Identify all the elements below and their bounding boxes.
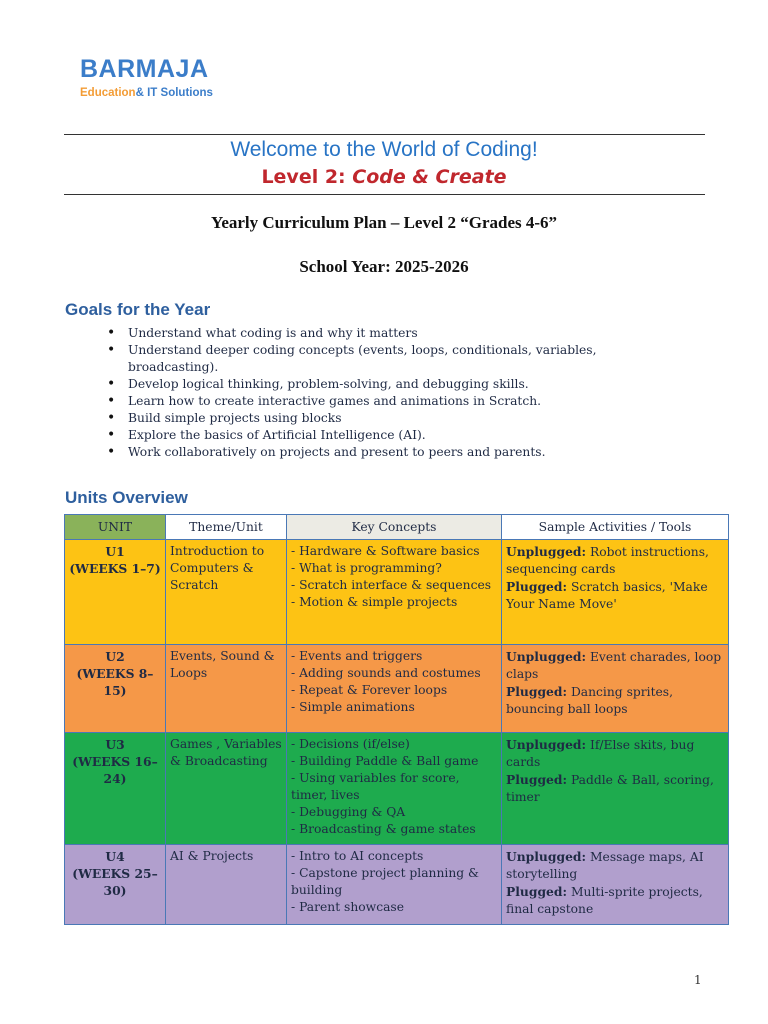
unit-cell [65, 645, 166, 733]
concept-item: - Debugging & QA [291, 805, 406, 819]
activities-cell [502, 540, 729, 645]
table-row [65, 845, 729, 925]
goal-item: • Develop logical thinking, problem-solving, and debugging skills. [107, 376, 667, 393]
concept-item: - Repeat & Forever loops [291, 683, 448, 697]
concept-item: - Parent showcase [291, 900, 405, 914]
logo-tagline-education: Education [80, 87, 136, 99]
unplugged-label: Unplugged: [506, 737, 587, 752]
logo-tagline [80, 87, 213, 99]
theme-cell: Events, Sound & Loops [166, 645, 287, 733]
goal-item: • Understand deeper coding concepts (events, loops, conditionals, variables, broadcasting). [107, 342, 667, 376]
plan-title: Yearly Curriculum Plan – Level 2 “Grades 4-6” [210, 213, 558, 232]
logo-tagline-it: IT Solutions [147, 87, 213, 99]
goal-item: • Understand what coding is and why it matters [107, 325, 667, 342]
unplugged-text: If/Else skits, bug cards [506, 738, 695, 769]
unit-code: U1 [105, 544, 125, 559]
unit-weeks: (WEEKS 25–30) [72, 866, 158, 898]
barmaja-logo [80, 55, 240, 105]
level-heading [0, 166, 768, 188]
unit-cell [65, 733, 166, 845]
level-prefix: Level 2: [261, 166, 353, 188]
unit-cell [65, 540, 166, 645]
theme-cell: AI & Projects [166, 845, 287, 925]
table-row [65, 733, 729, 845]
unplugged-label: Unplugged: [506, 649, 587, 664]
page-number: 1 [694, 973, 702, 987]
unit-weeks: (WEEKS 1–7) [69, 561, 161, 576]
concepts-cell [287, 733, 502, 845]
level-title: Code & Create [352, 166, 507, 188]
goal-item: • Learn how to create interactive games and animations in Scratch. [107, 393, 667, 410]
concept-item: - Motion & simple projects [291, 595, 458, 609]
concept-item: - Using variables for score, timer, lives [291, 771, 460, 802]
unplugged-text: Robot instructions, sequencing cards [506, 545, 709, 576]
theme-cell: Games , Variables & Broadcasting [166, 733, 287, 845]
unit-weeks: (WEEKS 16–24) [72, 754, 158, 786]
unplugged-label: Unplugged: [506, 544, 587, 559]
header-activities: Sample Activities / Tools [502, 515, 729, 540]
header-top-rule [64, 134, 705, 135]
plugged-label: Plugged: [506, 772, 568, 787]
plugged-text: Scratch basics, 'Make Your Name Move' [506, 580, 708, 611]
units-header-row [65, 515, 729, 540]
unplugged-text: Event charades, loop claps [506, 650, 722, 681]
concept-item: - Adding sounds and costumes [291, 666, 481, 680]
header-key-concepts: Key Concepts [287, 515, 502, 540]
school-year: School Year: 2025-2026 [299, 257, 469, 276]
concept-item: - Hardware & Software basics [291, 544, 480, 558]
concepts-cell [287, 645, 502, 733]
goals-list [107, 325, 667, 461]
plugged-text: Paddle & Ball, scoring, timer [506, 773, 714, 804]
unit-cell [65, 845, 166, 925]
concepts-cell [287, 540, 502, 645]
concepts-cell [287, 845, 502, 925]
concept-item: - Decisions (if/else) [291, 737, 410, 751]
unit-weeks: (WEEKS 8–15) [76, 666, 154, 698]
concept-item: - Simple animations [291, 700, 415, 714]
goals-heading: Goals for the Year [65, 300, 211, 319]
unit-code: U3 [105, 737, 125, 752]
goal-item: • Explore the basics of Artificial Intelligence (AI). [107, 427, 667, 444]
unplugged-text: Message maps, AI storytelling [506, 850, 704, 881]
concept-item: - Scratch interface & sequences [291, 578, 492, 592]
theme-cell: Introduction to Computers & Scratch [166, 540, 287, 645]
unplugged-label: Unplugged: [506, 849, 587, 864]
activities-cell [502, 733, 729, 845]
table-row [65, 645, 729, 733]
header-bottom-rule [64, 194, 705, 195]
logo-tagline-amp: & [135, 87, 144, 99]
header-theme: Theme/Unit [166, 515, 287, 540]
table-row [65, 540, 729, 645]
plugged-label: Plugged: [506, 579, 568, 594]
activities-cell [502, 645, 729, 733]
header-unit: UNIT [65, 515, 166, 540]
concept-item: - Intro to AI concepts [291, 849, 424, 863]
logo-brand: BARMAJA [80, 55, 209, 83]
concept-item: - Broadcasting & game states [291, 822, 476, 836]
units-heading: Units Overview [65, 488, 188, 507]
unit-code: U2 [105, 649, 125, 664]
activities-cell [502, 845, 729, 925]
goal-item: • Build simple projects using blocks [107, 410, 667, 427]
plugged-text: Multi-sprite projects, final capstone [506, 885, 703, 916]
welcome-heading: Welcome to the World of Coding! [230, 138, 538, 161]
units-table [64, 514, 729, 925]
plugged-label: Plugged: [506, 684, 568, 699]
unit-code: U4 [105, 849, 125, 864]
concept-item: - Building Paddle & Ball game [291, 754, 479, 768]
plugged-label: Plugged: [506, 884, 568, 899]
plugged-text: Dancing sprites, bouncing ball loops [506, 685, 674, 716]
concept-item: - Capstone project planning & building [291, 866, 479, 897]
concept-item: - Events and triggers [291, 649, 423, 663]
goal-item: • Work collaboratively on projects and present to peers and parents. [107, 444, 667, 461]
concept-item: - What is programming? [291, 561, 442, 575]
